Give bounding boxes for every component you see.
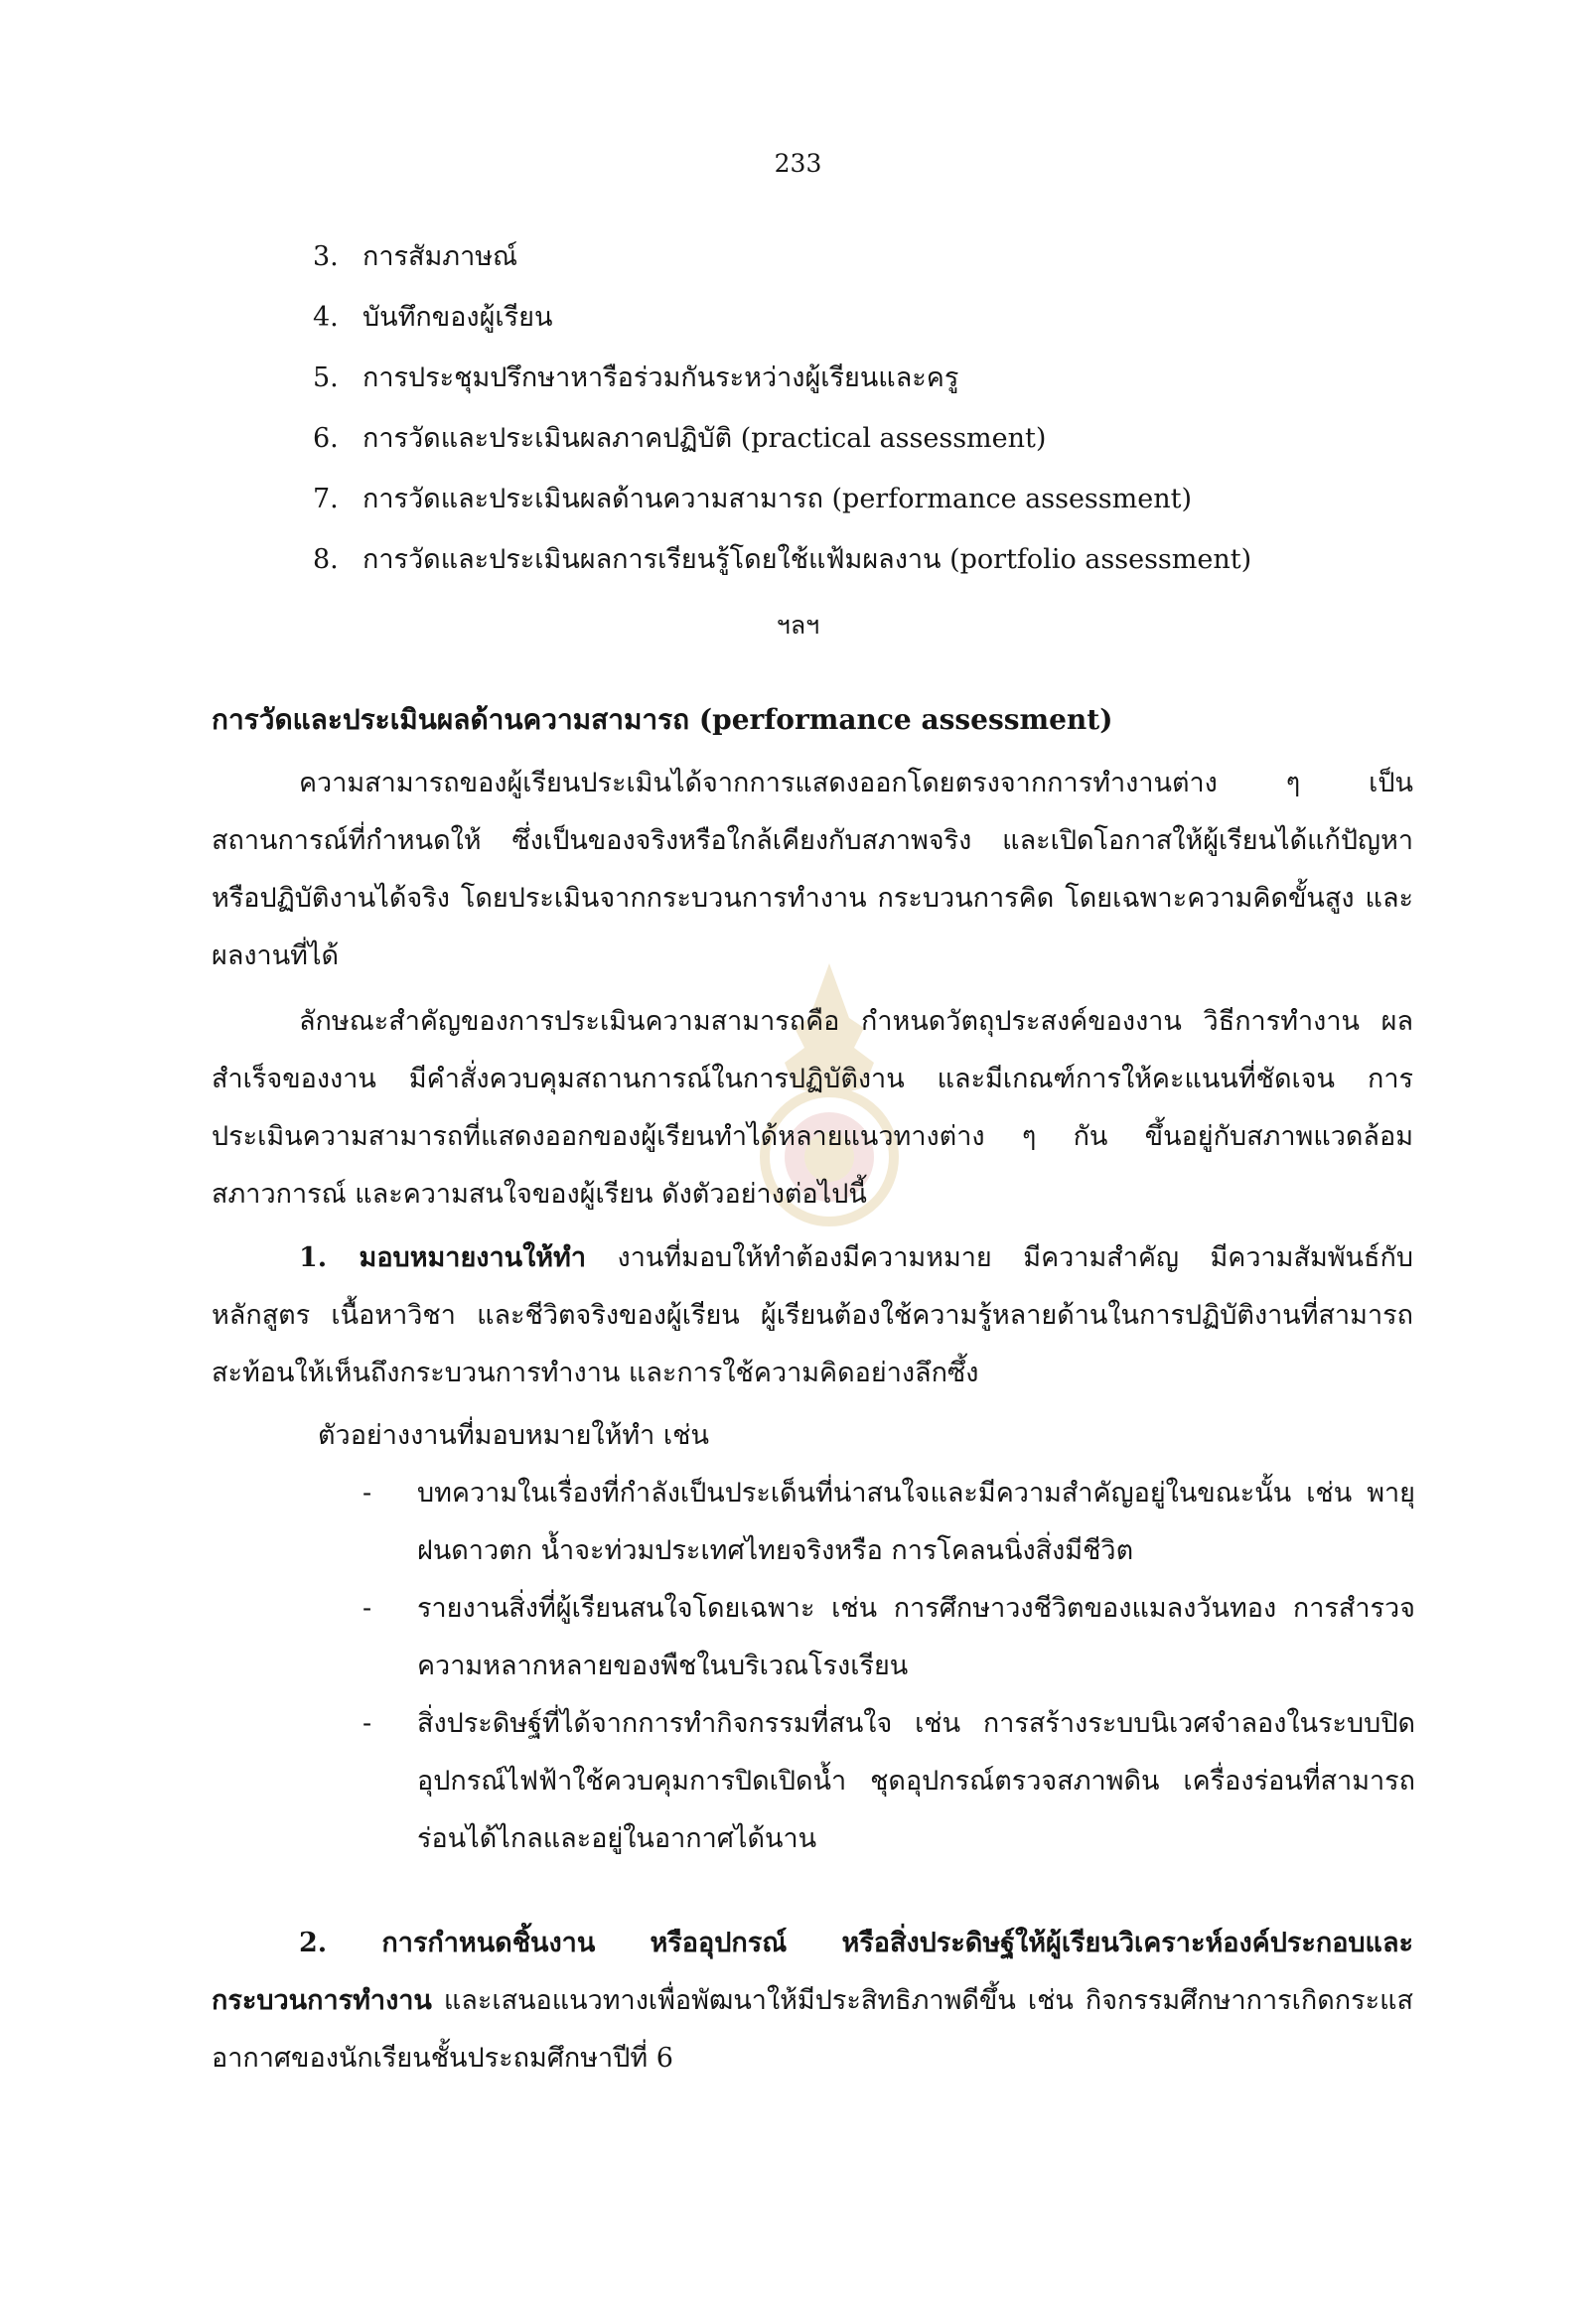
list-text: การสัมภาษณ์ xyxy=(363,241,518,272)
list-number: 4. xyxy=(313,302,339,333)
list-text: การประชุมปรึกษาหารือร่วมกันระหว่างผู้เรียนและครู xyxy=(363,362,959,393)
list-number: 5. xyxy=(313,362,339,393)
list-item xyxy=(313,238,1251,299)
list-text: การวัดและประเมินผลภาคปฏิบัติ (practical assessment) xyxy=(363,423,1047,454)
list-item xyxy=(313,541,1251,602)
paragraph-characteristics: ลักษณะสำคัญของการประเมินความสามารถคือ กำหนดวัตถุประสงค์ของงาน วิธีการทำงาน ผลสำเร็จของงาน มีคำสั่งควบคุมสถานการณ์ในการปฏิบัติงาน และมีเกณฑ์การให้คะแนนที่ชัดเจน การประเมินความสามารถที่แสดงออกของผู้เรียนทำได้หลายแนวทางต่าง ๆ กัน ขึ้นอยู่กับสภาพแวดล้อม สภาวการณ์ และความสนใจของผู้เรียน ดังตัวอย่างต่อไปนี้ xyxy=(212,1006,1413,1210)
item-1-text: งานที่มอบให้ทำต้องมีความหมาย มีความสำคัญ มีความสัมพันธ์กับหลักสูตร เนื้อหาวิชา และชีวิตจริงของผู้เรียน ผู้เรียนต้องใช้ความรู้หลายด้านในการปฏิบัติงานที่สามารถสะท้อนให้เห็นถึงกระบวนการทำงาน และการใช้ความคิดอย่างลึกซึ้ง xyxy=(212,1242,1413,1388)
bullet-dash: - xyxy=(363,1478,372,1509)
list-text: การวัดและประเมินผลด้านความสามารถ (performance assessment) xyxy=(363,484,1192,514)
item-2-text: และเสนอแนวทางเพื่อพัฒนาให้มีประสิทธิภาพดีขึ้น เช่น กิจกรรมศึกษาการเกิดกระแสอากาศของนักเรียนชั้นประถมศึกษาปีที่ 6 xyxy=(212,1985,1413,2074)
example-item xyxy=(363,1695,1415,1868)
paragraph-definition: ความสามารถของผู้เรียนประเมินได้จากการแสดงออกโดยตรงจากการทำงานต่าง ๆ เป็นสถานการณ์ที่กำหนดให้ ซึ่งเป็นของจริงหรือใกล้เคียงกับสภาพจริง และเปิดโอกาสให้ผู้เรียนได้แก้ปัญหาหรือปฏิบัติงานได้จริง โดยประเมินจากกระบวนการทำงาน กระบวนการคิด โดยเฉพาะความคิดขั้นสูง และผลงานที่ได้ xyxy=(212,768,1413,971)
bullet-dash: - xyxy=(363,1708,372,1739)
item-1-lead: 1. มอบหมายงานให้ทำ xyxy=(299,1242,587,1273)
list-text: บันทึกของผู้เรียน xyxy=(363,302,553,333)
page-number: 233 xyxy=(774,149,822,178)
item-2-analyze-artifact xyxy=(212,1915,1413,2087)
example-item xyxy=(363,1580,1415,1695)
example-text: บทความในเรื่องที่กำลังเป็นประเด็นที่น่าสนใจและมีความสำคัญอยู่ในขณะนั้น เช่น พายุฝนดาวตก น้ำจะท่วมประเทศไทยจริงหรือ การโคลนนิ่งสิ่งมีชีวิต xyxy=(417,1478,1415,1566)
list-number: 3. xyxy=(313,241,339,272)
item-2-lead: 2. การกำหนดชิ้นงาน หรืออุปกรณ์ หรือสิ่งประดิษฐ์ให้ผู้เรียนวิเคราะห์องค์ประกอบและกระบวนการทำงาน xyxy=(212,1928,1413,2016)
list-number: 8. xyxy=(313,544,339,575)
list-text: การวัดและประเมินผลการเรียนรู้โดยใช้แฟ้มผลงาน (portfolio assessment) xyxy=(363,544,1252,575)
assessment-methods-list xyxy=(313,238,1251,602)
item-1-assign-task xyxy=(212,1229,1413,1402)
list-item xyxy=(313,420,1251,481)
section-heading: การวัดและประเมินผลด้านความสามารถ (performance assessment) xyxy=(212,703,1113,736)
example-text: สิ่งประดิษฐ์ที่ได้จากการทำกิจกรรมที่สนใจ เช่น การสร้างระบบนิเวศจำลองในระบบปิด อุปกรณ์ไฟฟ้าใช้ควบคุมการปิดเปิดน้ำ ชุดอุปกรณ์ตรวจสภาพดิน เครื่องร่อนที่สามารถร่อนได้ไกลและอยู่ในอากาศได้นาน xyxy=(417,1708,1415,1854)
list-item xyxy=(313,360,1251,420)
list-item xyxy=(313,299,1251,360)
list-number: 7. xyxy=(313,484,339,514)
example-item xyxy=(363,1465,1415,1580)
etc-marker: ฯลฯ xyxy=(776,611,820,640)
bullet-dash: - xyxy=(363,1593,372,1624)
example-text: รายงานสิ่งที่ผู้เรียนสนใจโดยเฉพาะ เช่น การศึกษาวงชีวิตของแมลงวันทอง การสำรวจความหลากหลายของพืชในบริเวณโรงเรียน xyxy=(417,1593,1415,1681)
examples-list xyxy=(363,1465,1415,1868)
examples-label: ตัวอย่างงานที่มอบหมายให้ทำ เช่น xyxy=(318,1420,709,1451)
list-number: 6. xyxy=(313,423,339,454)
list-item xyxy=(313,481,1251,541)
